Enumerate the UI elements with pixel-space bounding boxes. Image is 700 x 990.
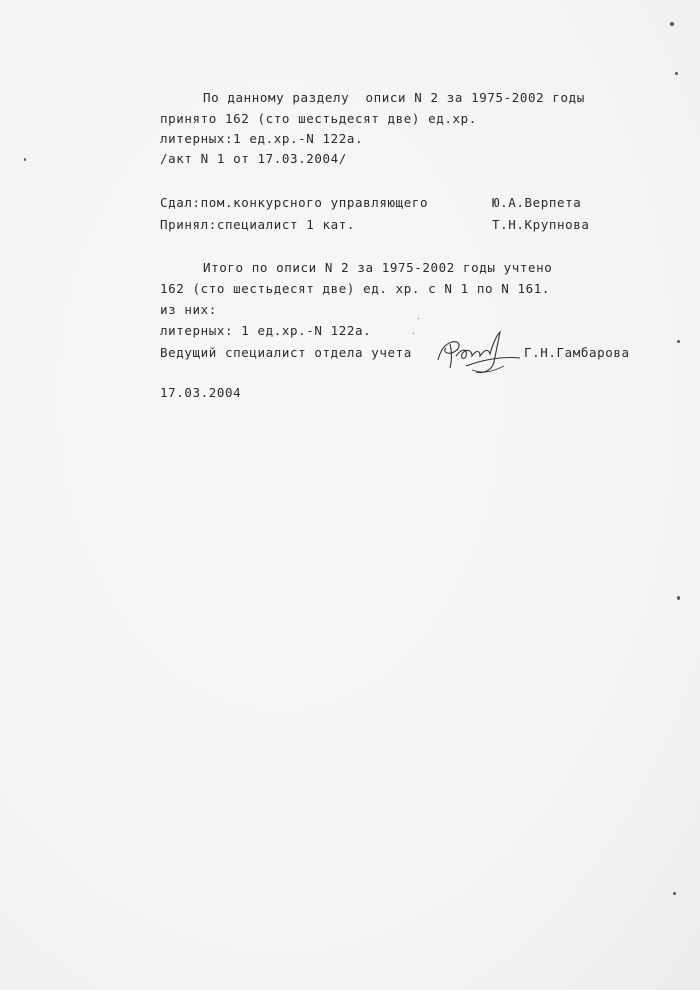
section2-line2: 162 (сто шестьдесят две) ед. хр. с N 1 по N 161. <box>160 281 551 296</box>
scan-speck <box>418 318 419 319</box>
scan-speck <box>677 340 680 343</box>
handwritten-signature <box>432 326 524 378</box>
section1-line3: литерных:1 ед.хр.-N 122а. <box>160 131 364 146</box>
position-name: Г.Н.Гамбарова <box>524 345 630 360</box>
received-name: Т.Н.Крупнова <box>492 217 590 232</box>
scan-speck <box>677 596 680 600</box>
scan-speck <box>413 333 414 334</box>
scan-speck <box>675 72 678 75</box>
section2-line4: литерных: 1 ед.хр.-N 122а. <box>160 323 372 338</box>
position-label: Ведущий специалист отдела учета <box>160 345 412 360</box>
section1-line4: /акт N 1 от 17.03.2004/ <box>160 151 347 166</box>
section1-line2: принято 162 (сто шестьдесят две) ед.хр. <box>160 111 477 126</box>
section2-line3: из них: <box>160 302 217 317</box>
received-label: Принял:специалист 1 кат. <box>160 217 356 232</box>
scan-speck <box>673 892 676 895</box>
gave-name: Ю.А.Верпета <box>492 195 582 210</box>
scan-speck <box>670 22 674 26</box>
gave-label: Сдал:пом.конкурсного управляющего <box>160 195 429 210</box>
section1-line1: По данному разделу описи N 2 за 1975-2002 годы <box>203 90 585 105</box>
scan-speck <box>24 158 26 161</box>
document-date: 17.03.2004 <box>160 385 242 400</box>
section2-line1: Итого по описи N 2 за 1975-2002 годы учтено <box>203 260 553 275</box>
